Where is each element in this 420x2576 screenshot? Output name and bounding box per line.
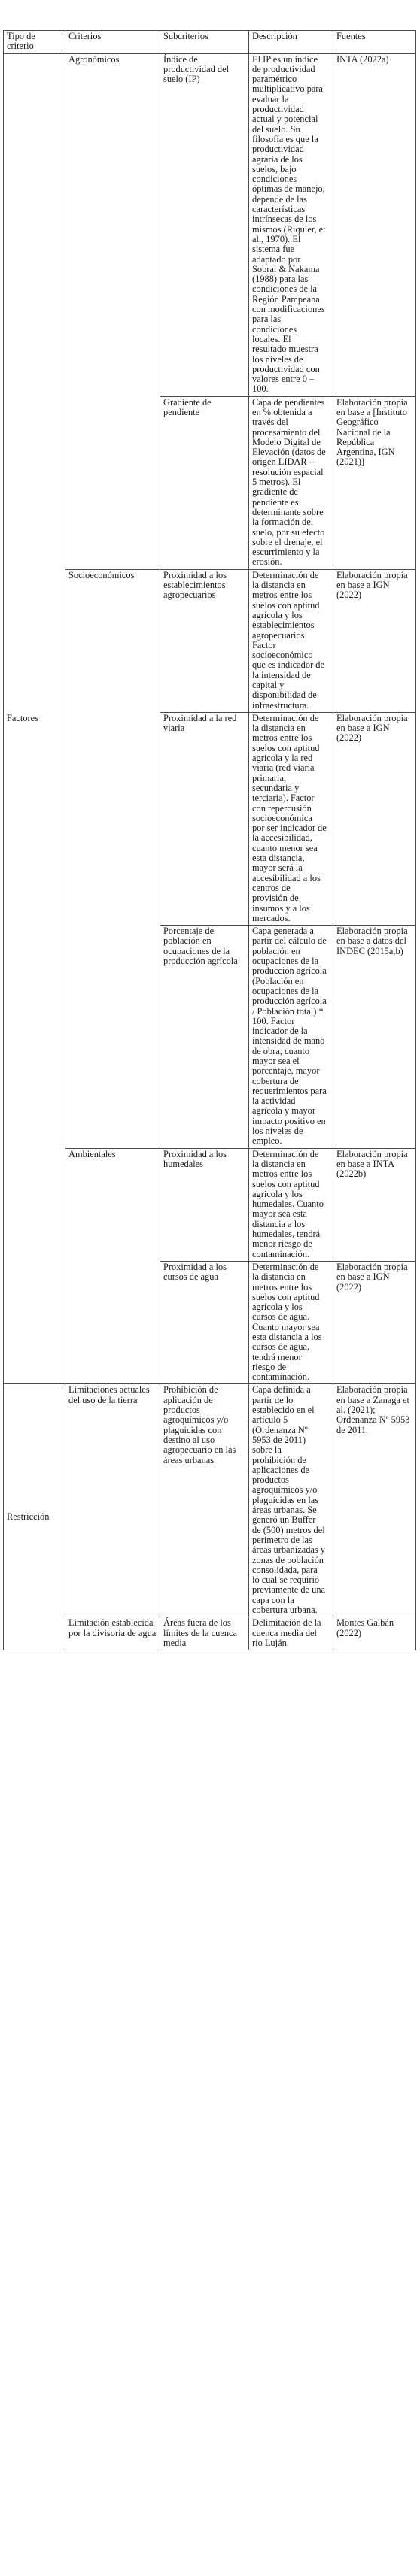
table-row <box>4 53 416 396</box>
criterio-ambientales: Ambientales <box>65 1148 160 1384</box>
subcriterio-poblacion: Porcentaje de población en ocupaciones de la producción agrícola <box>160 926 249 1149</box>
subcriterio-cursos-agua: Proximidad a los cursos de agua <box>160 1261 249 1384</box>
criterio-socioeconomicos: Socioeconómicos <box>65 569 160 1148</box>
header-fuentes: Fuentes <box>333 31 416 54</box>
fuente-ip: INTA (2022a) <box>333 53 416 396</box>
descripcion-establecimientos: Determinación de la distancia en metros entre los suelos con aptitud agrícola y los establecimientos agropecuarios. Factor socioeconómico que es indicador de la intensidad de capital y disponibilidad de infraestructura. <box>249 569 333 712</box>
subcriterio-humedales: Proximidad a los humedales <box>160 1148 249 1261</box>
header-subcriterios: Subcriterios <box>160 31 249 54</box>
fuente-red-vial: Elaboración propia en base a IGN (2022) <box>333 712 416 925</box>
criterio-agronomicos: Agronómicos <box>65 53 160 569</box>
tipo-factores: Factores <box>4 53 65 1384</box>
table-row <box>4 569 416 712</box>
criteria-table <box>3 30 416 1650</box>
subcriterio-red-vial: Proximidad a la red viaria <box>160 712 249 925</box>
subcriterio-ip: Índice de productividad del suelo (IP) <box>160 53 249 396</box>
descripcion-red-vial: Determinación de la distancia en metros entre los suelos con aptitud agrícola y la red viaria (red viaria primaria, secundaria y terciaria). Factor con repercusión socioeconómica por ser indicador de la accesibilidad, cuanto menor sea esta distancia, mayor será la accesibilidad a los centros de provisión de insumos y a los mercados. <box>249 712 333 925</box>
subcriterio-prohibicion: Prohibición de aplicación de productos agroquímicos y/o plaguicidas con destino al uso agropecuario en las áreas urbanas <box>160 1384 249 1617</box>
header-descripcion: Descripción <box>249 31 333 54</box>
table-header-row <box>4 31 416 54</box>
descripcion-humedales: Determinación de la distancia en metros entre los suelos con aptitud agrícola y los humedales. Cuanto mayor sea esta distancia a los humedales, tendrá menor riesgo de contaminación. <box>249 1148 333 1261</box>
fuente-cuenca: Montes Galbán (2022) <box>333 1617 416 1650</box>
subcriterio-establecimientos: Proximidad a los establecimientos agropecuarios <box>160 569 249 712</box>
descripcion-poblacion: Capa generada a partir del cálculo de población en ocupaciones de la producción agrícola (Población en ocupaciones de la producción agrícola / Población total) * 100. Factor indicador de la intensidad de mano de obra, cuanto mayor sea el porcentaje, mayor cobertura de requerimientos para la actividad agrícola y mayor impacto positivo en los niveles de empleo. <box>249 926 333 1149</box>
descripcion-cuenca: Delimitación de la cuenca media del río Luján. <box>249 1617 333 1650</box>
fuente-prohibicion: Elaboración propia en base a Zanaga et al. (2021); Ordenanza Nº 5953 de 2011. <box>333 1384 416 1617</box>
criterio-limitacion-divisoria: Limitación establecida por la divisoria de agua <box>65 1617 160 1650</box>
tipo-restriccion: Restricción <box>4 1384 65 1650</box>
fuente-cursos-agua: Elaboración propia en base a IGN (2022) <box>333 1261 416 1384</box>
header-tipo: Tipo de criterio <box>4 31 65 54</box>
criterio-limitaciones: Limitaciones actuales del uso de la tierra <box>65 1384 160 1617</box>
header-criterios: Criterios <box>65 31 160 54</box>
subcriterio-cuenca: Áreas fuera de los límites de la cuenca media <box>160 1617 249 1650</box>
fuente-humedales: Elaboración propia en base a INTA (2022b) <box>333 1148 416 1261</box>
fuente-establecimientos: Elaboración propia en base a IGN (2022) <box>333 569 416 712</box>
fuente-pendiente: Elaboración propia en base a [Instituto Geográfico Nacional de la República Argentina, IGN (2021)] <box>333 396 416 569</box>
fuente-poblacion: Elaboración propia en base a datos del INDEC (2015a,b) <box>333 926 416 1149</box>
table-row <box>4 1617 416 1650</box>
subcriterio-pendiente: Gradiente de pendiente <box>160 396 249 569</box>
descripcion-ip: El IP es un índice de productividad paramétrico multiplicativo para evaluar la productividad actual y potencial del suelo. Su filosofía es que la productividad agraria de los suelos, bajo condiciones óptimas de manejo, depende de las características intrínsecas de los mismos (Riquier, et al., 1970). El sistema fue adaptado por Sobral & Nakama (1988) para las condiciones de la Región Pampeana con modificaciones para las condiciones locales. El resultado muestra los niveles de productividad con valores entre 0 – 100. <box>249 53 333 396</box>
descripcion-pendiente: Capa de pendientes en % obtenida a través del procesamiento del Modelo Digital de Elevación (datos de origen LIDAR – resolución espacial 5 metros). El gradiente de pendiente es determinante sobre la formación del suelo, por su efecto sobre el drenaje, el escurrimiento y la erosión. <box>249 396 333 569</box>
table-row <box>4 1148 416 1261</box>
table-row <box>4 1384 416 1617</box>
descripcion-prohibicion: Capa definida a partir de lo establecido en el artículo 5 (Ordenanza Nº 5953 de 2011) sobre la prohibición de aplicaciones de productos agroquímicos y/o plaguicidas en las áreas urbanas. Se generó un Buffer de (500) metros del perímetro de las áreas urbanizadas y zonas de población consolidada, para lo cual se requirió previamente de una capa con la cobertura urbana. <box>249 1384 333 1617</box>
descripcion-cursos-agua: Determinación de la distancia en metros entre los suelos con aptitud agrícola y los cursos de agua. Cuanto mayor sea esta distancia a los cursos de agua, tendrá menor riesgo de contaminación. <box>249 1261 333 1384</box>
